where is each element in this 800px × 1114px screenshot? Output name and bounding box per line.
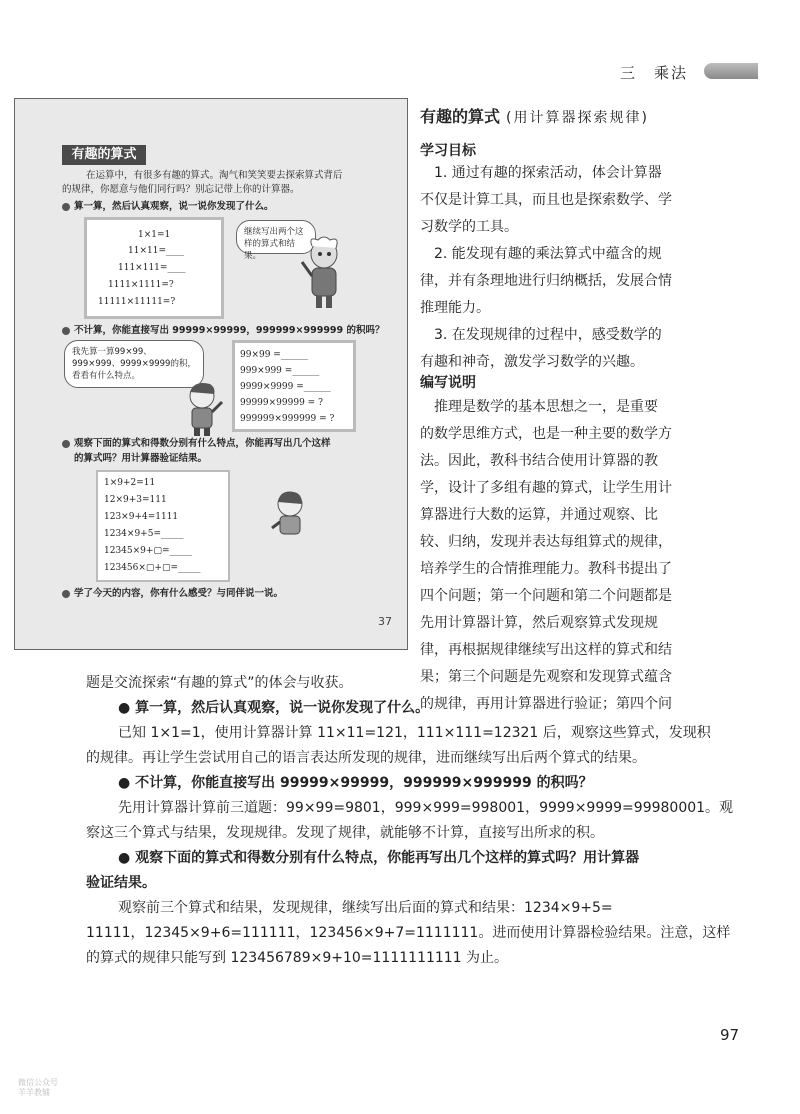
- q1-eq-4: 1111×1111=?: [108, 280, 174, 290]
- paragraph-3-line2: 11111，12345×9+6=111111，123456×9+7=1111111。进而使用计算器检验结果。注意，这样: [86, 925, 731, 941]
- textbook-q1: 算一算，然后认真观察，说一说你发现了什么。: [62, 199, 274, 214]
- q3-eq-3: 123×9+4=1111: [104, 512, 179, 522]
- goals-heading: 学习目标: [420, 143, 476, 159]
- q3-eq-4: 1234×9+5=_____: [104, 529, 184, 539]
- textbook-q3-line1: 观察下面的算式和得数分别有什么特点，你能再写出几个这样: [62, 436, 331, 451]
- note-line: 较、归纳，发现并表达每组算式的规律，: [420, 534, 672, 550]
- note-line: 的规律，再用计算器进行验证；第四个问: [420, 696, 672, 712]
- goal-line: 不仅是计算工具，而且也是探索数学、学: [420, 192, 672, 208]
- bullet-icon: [62, 327, 70, 335]
- paragraph-3-line1: 观察前三个算式和结果，发现规律，继续写出后面的算式和结果：1234×9+5=: [118, 900, 613, 916]
- q3-eq-6: 123456×▢+▢=_____: [104, 563, 201, 573]
- bullet-icon: [62, 440, 70, 448]
- textbook-page-number: 37: [378, 615, 392, 628]
- note-line: 律，再根据规律继续写出这样的算式和结: [420, 642, 672, 658]
- goal-line: 3. 在发现规律的过程中，感受数学的: [420, 327, 662, 343]
- q3-eq-1: 1×9+2=11: [104, 478, 156, 488]
- grandpa-illustration: [298, 232, 358, 312]
- notes-paragraph: [420, 394, 720, 718]
- note-line: 四个问题；第一个问题和第二个问题都是: [420, 588, 672, 604]
- bullet-icon: [62, 203, 70, 211]
- q1-eq-5: 11111×11111=?: [98, 297, 176, 307]
- q2-eq-2: 999×999 =______: [240, 366, 320, 376]
- chapter-title: 三 乘法: [620, 64, 689, 82]
- bullet-icon: [62, 590, 70, 598]
- note-line: 推理是数学的基本思想之一，是重要: [420, 399, 658, 415]
- note-line: 先用计算器计算，然后观察算式发现规: [420, 615, 658, 631]
- notes-heading: 编写说明: [420, 375, 476, 391]
- goal-line: 习数学的工具。: [420, 219, 518, 235]
- textbook-q2: 不计算，你能直接写出 99999×99999，999999×999999 的积吗？: [62, 323, 384, 338]
- paragraph-2-line1: 先用计算器计算前三道题：99×99=9801，999×999=998001，9999×9999=99980001。观: [118, 800, 734, 816]
- page-number: 97: [720, 1026, 740, 1044]
- paragraph-1-line1: 已知 1×1=1，使用计算器计算 11×11=121，111×111=12321 后，观察这些算式，发现积: [118, 725, 711, 741]
- q1-eq-2: 11×11=____: [128, 246, 184, 256]
- note-line: 法。因此，教科书结合使用计算器的教: [420, 453, 658, 469]
- watermark: 微信公众号 羊羊教辅: [18, 1078, 58, 1097]
- q1-eq-1: 1×1=1: [138, 230, 171, 240]
- note-line: 的数学思维方式，也是一种主要的数学方: [420, 426, 672, 442]
- textbook-q4: 学了今天的内容，你有什么感受？与同伴说一说。: [62, 586, 283, 601]
- goal-line: 有趣和神奇，激发学习数学的兴趣。: [420, 354, 644, 370]
- textbook-intro-line1: 在运算中，有很多有趣的算式。淘气和笑笑要去探索算式背后: [86, 170, 343, 181]
- note-line: 算器进行大数的运算，并通过观察、比: [420, 507, 658, 523]
- lesson-title: 有趣的算式 (用计算器探索规律): [420, 107, 649, 126]
- note-line: 学，设计了多组有趣的算式，让学生用计: [420, 480, 672, 496]
- bullet-heading-3-line1: ● 观察下面的算式和得数分别有什么特点，你能再写出几个这样的算式吗？用计算器: [118, 850, 640, 866]
- paragraph-2-line2: 察这三个算式与结果，发现规律。发现了规律，就能够不计算，直接写出所求的积。: [86, 825, 604, 841]
- notes-continuation: 题是交流探索“有趣的算式”的体会与收获。: [86, 675, 353, 691]
- goal-line: 律，并有条理地进行归纳概括，发展合情: [420, 273, 672, 289]
- girl-illustration: [268, 488, 312, 540]
- q2-eq-1: 99×99 =______: [240, 350, 308, 360]
- paragraph-3-line3: 的算式的规律只能写到 123456789×9+10=1111111111 为止。: [86, 950, 509, 966]
- q1-speech-bubble: 继续写出两个这样的算式和结果。: [236, 220, 316, 254]
- textbook-title: 有趣的算式: [62, 145, 146, 165]
- q1-eq-3: 111×111=____: [118, 263, 186, 273]
- chapter-tab-decoration: [704, 63, 758, 79]
- q2-speech-bubble: 我先算一算99×99、999×999、9999×9999的积，看看有什么特点。: [64, 340, 204, 388]
- goals-paragraph: [420, 160, 720, 376]
- q2-eq-5: 999999×999999 = ?: [240, 414, 335, 424]
- q2-eq-3: 9999×9999 =______: [240, 382, 331, 392]
- boy-illustration: [180, 380, 228, 438]
- textbook-intro-line2: 的规律，你愿意与他们同行吗？别忘记带上你的计算器。: [62, 184, 300, 195]
- textbook-q3-line2: 的算式吗？用计算器验证结果。: [74, 453, 208, 464]
- paragraph-1-line2: 的规律。再让学生尝试用自己的语言表达所发现的规律，进而继续写出后两个算式的结果。: [86, 750, 646, 766]
- goal-line: 2. 能发现有趣的乘法算式中蕴含的规: [420, 246, 662, 262]
- q2-eq-4: 99999×99999 = ?: [240, 398, 323, 408]
- lesson-subtitle: (用计算器探索规律): [506, 110, 649, 126]
- bullet-heading-3-line2: 验证结果。: [86, 875, 156, 891]
- goal-line: 推理能力。: [420, 300, 490, 316]
- note-line: 果；第三个问题是先观察和发现算式蕴含: [420, 669, 672, 685]
- bullet-heading-2: ● 不计算，你能直接写出 99999×99999，999999×999999 的积吗？: [118, 775, 593, 791]
- note-line: 培养学生的合情推理能力。教科书提出了: [420, 561, 672, 577]
- goal-line: 1. 通过有趣的探索活动，体会计算器: [420, 165, 662, 181]
- q3-eq-2: 12×9+3=111: [104, 495, 167, 505]
- bullet-heading-1: ● 算一算，然后认真观察，说一说你发现了什么。: [118, 700, 430, 716]
- q3-eq-5: 12345×9+▢=_____: [104, 546, 192, 556]
